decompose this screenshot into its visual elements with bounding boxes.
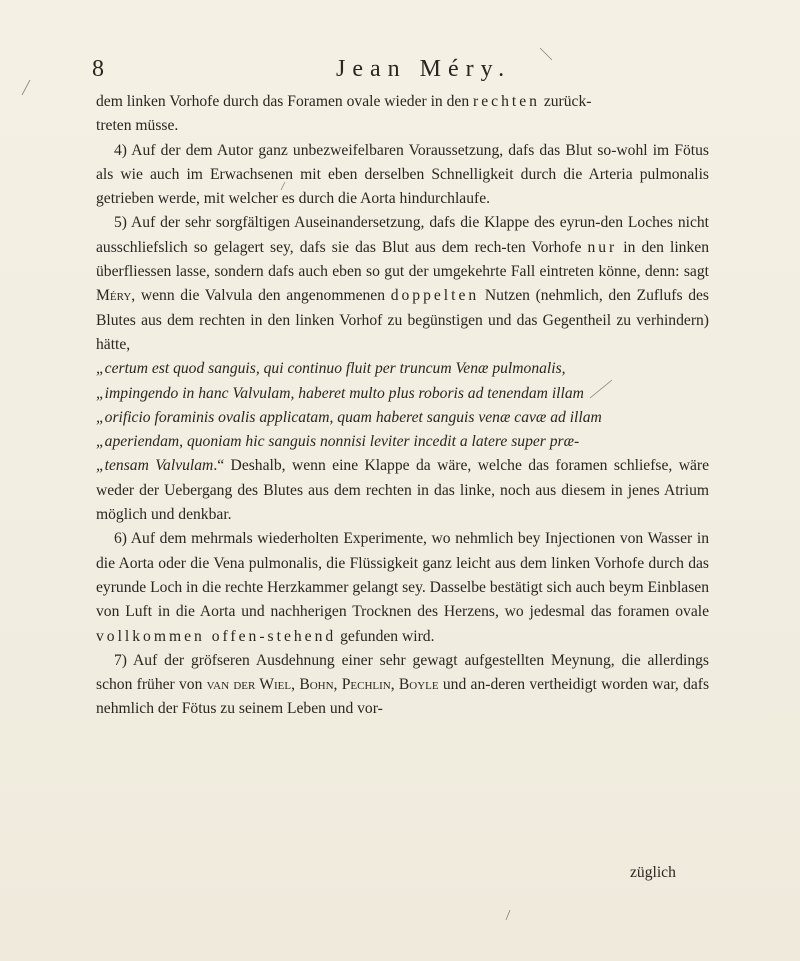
running-head: Jean Méry. [336,56,512,82]
paragraph-6: 6) Auf dem mehrmals wiederholten Experimente, wo nehmlich bey Injectionen von Wasser in die Aorta oder die Vena pulmonalis, die Flüssigkeit ganz leicht aus dem linken Vorhofe durch das eyrunde Loch in die rechte Herzkammer gelangt sey. Dasselbe bestätigt sich auch beym Einblasen von Luft in die Aorta und nachherigen Trocknen des Herzens, wo jedesmal das foramen ovale vollkommen offen-stehend gefunden wird. [96,530,709,645]
paragraph-4: 4) Auf der dem Autor ganz unbezweifelbaren Voraussetzung, dafs das Blut so-wohl im Fötus als wie auch im Erwachsenen mit eben derselben Schnelligkeit durch die Arteria pulmonalis getrieben werde, mit welcher es durch die Aorta hindurchlaufe. [96,141,709,208]
latin-quote: „certum est quod sanguis, qui continuo fluit per truncum Venæ pulmonalis, „impingendo in hanc Valvulam, haberet multo plus roboris ad tenendam illam „orificio foraminis ovalis applicatam, quam haberet sanguis venæ cavæ ad illam „aperiendam, quoniam hic sanguis nonnisi leviter incedit a latere super præ- „tensam Valvulam [96,360,602,475]
catchword: züglich [630,864,676,881]
paragraph-3-continuation: dem linken Vorhofe durch das Foramen ovale wieder in den rechten zurück- treten müsse. [96,93,592,135]
page-header [0,56,800,86]
paragraph-7: 7) Auf der gröfseren Ausdehnung einer sehr gewagt aufgestellten Meynung, die allerdings schon früher von van der Wiel, Bohn, Pechlin, Boyle und an-deren vertheidigt worden war, dafs nehmlich der Fötus zu seinem Leben und vor- [96,651,710,718]
page-number: 8 [92,56,104,82]
body-text [96,90,709,722]
paragraph-5: 5) Auf der sehr sorgfältigen Auseinandersetzung, dafs die Klappe des eyrun-den Loches nicht ausschliefslich so gelagert sey, dafs sie das Blut aus dem rech-ten Vorhofe nur in den linken überfliessen lasse, sondern dafs auch eben so gut der umgekehrte Fall eintreten könne, denn: sagt Méry, wenn die Valvula den angenommenen doppelten Nutzen (nehmlich, den Zuflufs des Blutes aus dem rechten in den linken Vorhof zu begünstigen und das Gegentheil zu verhindern) hätte, „certum est quod sanguis, qui continuo fluit per truncum Venæ pulmonalis, „impingendo in hanc Valvulam, haberet multo plus roboris ad tenendam illam „orificio foraminis ovalis applicatam, quam haberet sanguis venæ cavæ ad illam „aperiendam, quoniam hic sanguis nonnisi leviter incedit a latere super præ- „tensam Valvulam.“ Deshalb, wenn eine Klappe da wäre, welche das foramen schliefse, wäre weder der Uebergang des Blutes aus dem rechten in das linke, noch aus diesem in jenes Atrium möglich und denkbar. [96,214,709,524]
